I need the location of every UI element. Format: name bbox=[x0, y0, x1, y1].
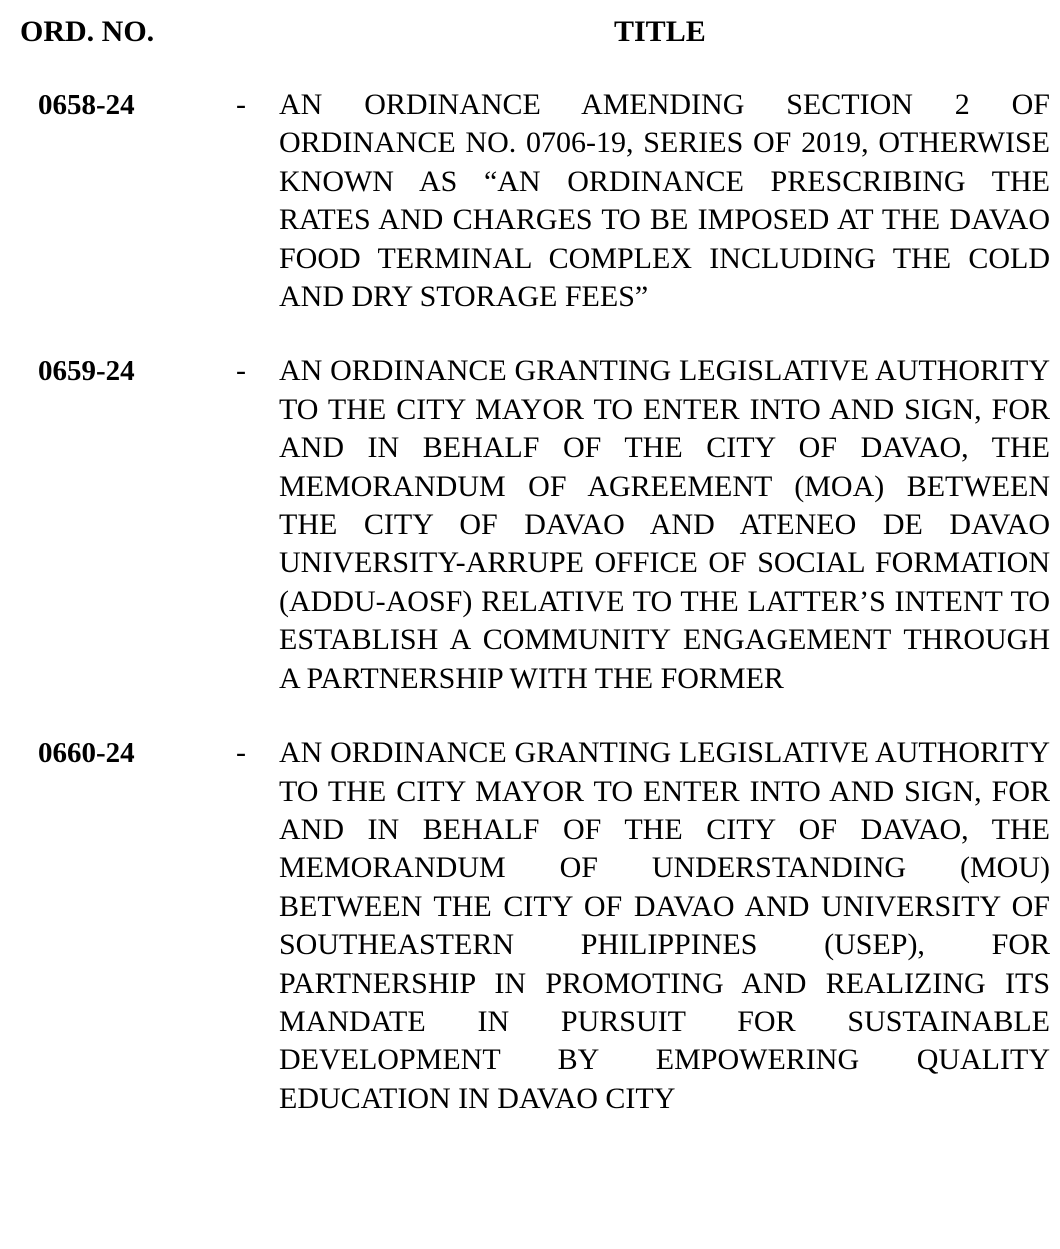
ordinance-title: AN ORDINANCE GRANTING LEGISLATIVE AUTHORITY TO THE CITY MAYOR TO ENTER INTO AND SIGN, FOR AND IN BEHALF OF THE CITY OF DAVAO, THE MEMORANDUM OF AGREEMENT (MOA) BETWEEN THE CITY OF DAVAO AND ATENEO DE DAVAO UNIVERSITY-ARRUPE OFFICE OF SOCIAL FORMATION (ADDU-AOSF) RELATIVE TO THE LATTER’S INTENT TO ESTABLISH A COMMUNITY ENGAGEMENT THROUGH A PARTNERSHIP WITH THE FORMER bbox=[279, 354, 1050, 695]
ordinance-title: AN ORDINANCE GRANTING LEGISLATIVE AUTHORITY TO THE CITY MAYOR TO ENTER INTO AND SIGN, FOR AND IN BEHALF OF THE CITY OF DAVAO, THE MEMORANDUM OF UNDERSTANDING (MOU) BETWEEN THE CITY OF DAVAO AND UNIVERSITY OF SOUTHEASTERN PHILIPPINES (USEP), FOR PARTNERSHIP IN PROMOTING AND REALIZING ITS MANDATE IN PURSUIT FOR SUSTAINABLE DEVELOPMENT BY EMPOWERING QUALITY EDUCATION IN DAVAO CITY bbox=[279, 736, 1050, 1115]
ordinance-number: 0658-24 bbox=[38, 89, 135, 121]
ordinance-entry bbox=[0, 86, 1060, 316]
ord-no-column-header: ORD. NO. bbox=[20, 15, 155, 48]
ordinance-list bbox=[0, 86, 1060, 1154]
entry-separator-dash: - bbox=[236, 736, 246, 770]
ordinance-entry bbox=[0, 352, 1060, 698]
ordinance-entry bbox=[0, 734, 1060, 1118]
title-column-header: TITLE bbox=[614, 15, 706, 48]
entry-separator-dash: - bbox=[236, 88, 246, 121]
ordinance-number: 0660-24 bbox=[38, 737, 135, 770]
ordinance-title: AN ORDINANCE AMENDING SECTION 2 OF ORDINANCE NO. 0706-19, SERIES OF 2019, OTHERWISE KNOWN AS “AN ORDINANCE PRESCRIBING THE RATES AND CHARGES TO BE IMPOSED AT THE DAVAO FOOD TERMINAL COMPLEX INCLUDING THE COLD AND DRY STORAGE FEES” bbox=[279, 88, 1050, 314]
entry-separator-dash: - bbox=[236, 354, 246, 388]
ordinance-number: 0659-24 bbox=[38, 355, 135, 388]
table-header bbox=[0, 10, 1060, 54]
